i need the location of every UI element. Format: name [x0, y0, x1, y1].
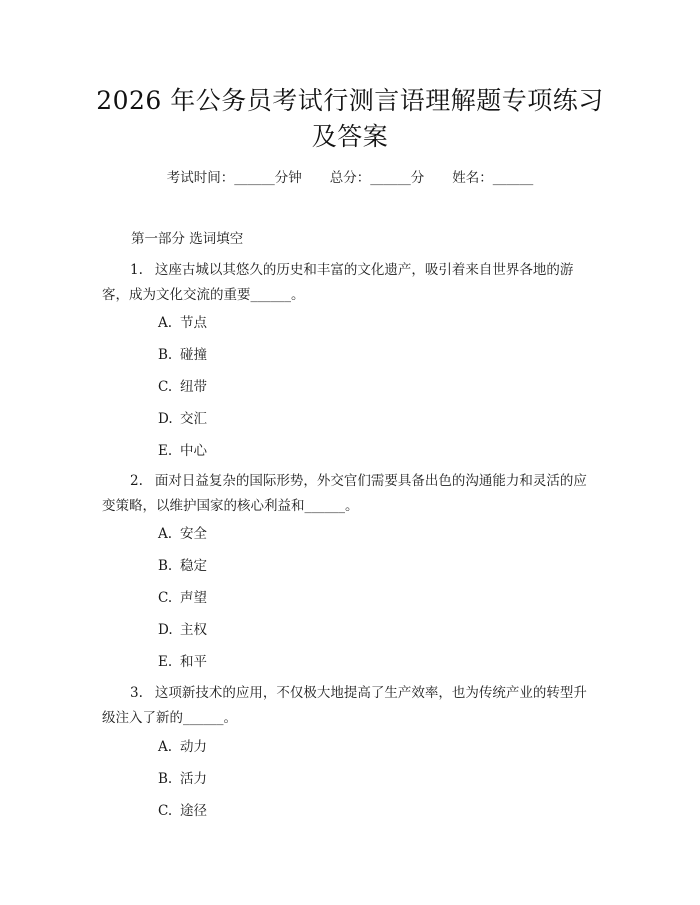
question-3-option-c — [158, 801, 207, 821]
question-1-option-e — [158, 441, 207, 461]
question-text: 面对日益复杂的国际形势，外交官们需要具备出色的沟通能力和灵活的应变策略，以维护国家的核心利益和______。 — [102, 473, 587, 514]
question-number: 2. — [130, 473, 143, 489]
option-text: 节点 — [180, 315, 207, 331]
document-title-line2: 及答案 — [311, 122, 389, 151]
option-letter: C. — [158, 803, 173, 819]
question-2 — [102, 469, 599, 518]
option-text: 和平 — [180, 654, 207, 670]
option-letter: E. — [158, 654, 173, 670]
question-2-option-c — [158, 588, 207, 608]
option-letter: B. — [158, 558, 173, 574]
question-2-option-d — [158, 620, 207, 640]
option-text: 中心 — [180, 443, 207, 459]
question-3-option-b — [158, 769, 207, 789]
question-text: 这座古城以其悠久的历史和丰富的文化遗产，吸引着来自世界各地的游客，成为文化交流的重要______。 — [102, 262, 574, 303]
option-letter: D. — [158, 411, 173, 427]
option-letter: B. — [158, 347, 173, 363]
question-1-option-c — [158, 377, 207, 397]
option-text: 主权 — [180, 622, 207, 638]
section-heading: 第一部分 选词填空 — [131, 231, 244, 247]
question-1-option-b — [158, 345, 207, 365]
total-score-field: 总分：______分 — [329, 170, 425, 186]
option-letter: A. — [158, 315, 173, 331]
question-number: 3. — [130, 685, 143, 701]
question-1 — [102, 258, 599, 307]
option-text: 交汇 — [180, 411, 207, 427]
option-text: 活力 — [180, 771, 207, 787]
option-letter: A. — [158, 526, 173, 542]
question-2-option-a — [158, 524, 207, 544]
option-text: 声望 — [180, 590, 207, 606]
option-text: 安全 — [180, 526, 207, 542]
exam-info-line — [0, 168, 700, 188]
document-title-line1: 2026 年公务员考试行测言语理解题专项练习 — [96, 86, 604, 115]
option-letter: C. — [158, 590, 173, 606]
question-1-option-a — [158, 313, 207, 333]
question-number: 1. — [130, 262, 143, 278]
option-text: 纽带 — [180, 379, 207, 395]
option-text: 途径 — [180, 803, 207, 819]
option-letter: C. — [158, 379, 173, 395]
question-2-option-e — [158, 652, 207, 672]
option-letter: E. — [158, 443, 173, 459]
option-letter: A. — [158, 739, 173, 755]
option-letter: B. — [158, 771, 173, 787]
name-field: 姓名：______ — [452, 170, 534, 186]
question-text: 这项新技术的应用，不仅极大地提高了生产效率，也为传统产业的转型升级注入了新的______。 — [102, 685, 587, 726]
question-1-option-d — [158, 409, 207, 429]
exam-time-field: 考试时间：______分钟 — [166, 170, 302, 186]
option-text: 稳定 — [180, 558, 207, 574]
question-2-option-b — [158, 556, 207, 576]
question-3 — [102, 681, 599, 730]
option-text: 碰撞 — [180, 347, 207, 363]
question-3-option-a — [158, 737, 207, 757]
option-text: 动力 — [180, 739, 207, 755]
option-letter: D. — [158, 622, 173, 638]
